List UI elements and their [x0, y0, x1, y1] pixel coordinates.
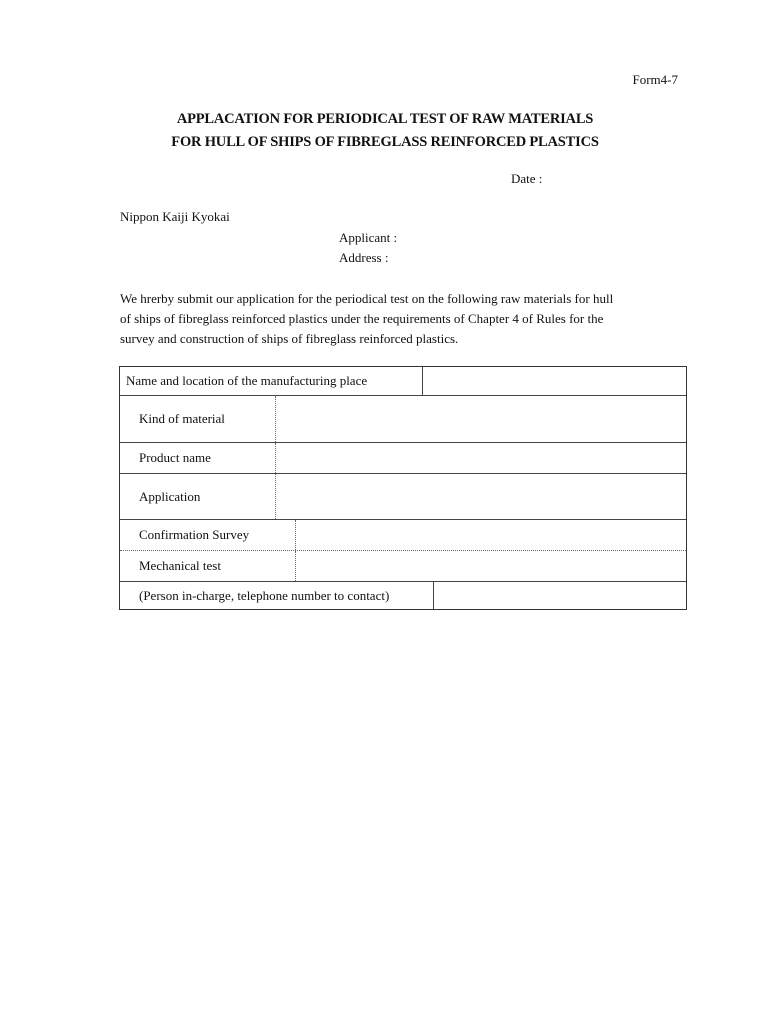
kind-of-material-field[interactable]: [276, 396, 686, 442]
statement-line-3: survey and construction of ships of fibreglass reinforced plastics.: [120, 331, 459, 346]
row-application: [120, 474, 686, 520]
kind-of-material-label: Kind of material: [120, 396, 276, 442]
product-name-label: Product name: [120, 443, 276, 473]
row-confirmation-survey: [120, 520, 686, 551]
title-line-2: FOR HULL OF SHIPS OF FIBREGLASS REINFORCED PLASTICS: [171, 134, 599, 150]
title-line-1: APPLACATION FOR PERIODICAL TEST OF RAW MATERIALS: [176, 111, 594, 127]
contact-field[interactable]: [434, 582, 686, 609]
organization-name: Nippon Kaiji Kyokai: [120, 209, 230, 224]
row-kind-of-material: [120, 396, 686, 443]
application-field[interactable]: [276, 474, 686, 519]
application-label: Application: [120, 474, 276, 519]
statement-line-1: We hrerby submit our application for the periodical test on the following raw materials for hull: [120, 291, 614, 306]
form-number: Form4-7: [632, 72, 678, 87]
date-label: Date :: [511, 171, 543, 186]
application-statement: [120, 289, 688, 349]
row-contact: [120, 582, 686, 609]
product-name-field[interactable]: [276, 443, 686, 473]
confirmation-survey-label: Confirmation Survey: [120, 520, 296, 550]
row-mechanical-test: [120, 551, 686, 582]
row-product-name: [120, 443, 686, 474]
statement-line-2: of ships of fibreglass reinforced plastics under the requirements of Chapter 4 of Rules for the: [120, 311, 604, 326]
mechanical-test-field[interactable]: [296, 551, 686, 581]
mechanical-test-label: Mechanical test: [120, 551, 296, 581]
manufacturing-place-field[interactable]: [423, 367, 686, 395]
document-title: [0, 108, 770, 154]
contact-label: (Person in-charge, telephone number to contact): [120, 582, 434, 609]
application-form-table: [119, 366, 687, 610]
row-manufacturing-place: [120, 367, 686, 396]
address-label: Address :: [339, 250, 389, 265]
manufacturing-place-label: Name and location of the manufacturing place: [120, 367, 423, 395]
applicant-label: Applicant :: [339, 230, 398, 245]
confirmation-survey-field[interactable]: [296, 520, 686, 550]
